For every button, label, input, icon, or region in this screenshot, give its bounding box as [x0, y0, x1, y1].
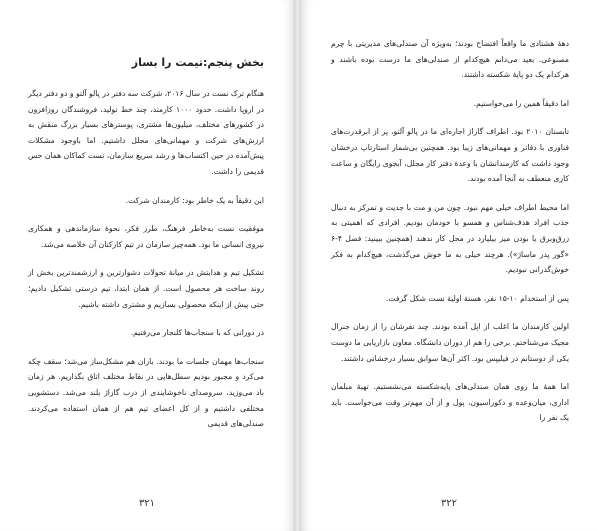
page-number: ۳۲۱ — [138, 498, 156, 509]
paragraph: پس از استخدام ۱۰-۱۵ نفر، هستهٔ اولیهٔ نست شکل گرفت. — [385, 293, 569, 303]
paragraph: تابستان ۲۰۱۰ بود. اطراف گاراژ اجاره‌ای ما در پالو آلتو، پر از ابرقدرت‌های فناوری با دفاتر و مهمانی‌های زیبا بود. همچنین بی‌شمار استارتاپ درخشان وجود داشت که کارمندانشان با وعدهٔ دفتر کار مجلل، آبجوی رایگان و ساعت کاری منعطف به آنجا آمده بودند. — [331, 127, 569, 184]
right-page — [301, 0, 597, 531]
page-number: ۳۲۲ — [440, 498, 458, 509]
paragraph: در دورانی که با سنجاب‌ها کلنجار می‌رفتیم. — [130, 328, 264, 338]
chapter-title: بخش پنجم:تیمت را بساز — [131, 56, 264, 69]
paragraph: موفقیت نست به‌خاطر فرهنگ، طرز فکر، نحوهٔ سازماندهی و همکاری نیروی انسانی ما بود. همه‌چیز سازمان در تیم کارکنان آن خلاصه می‌شد. — [28, 224, 264, 249]
paragraph: اولین کارمندان ما اغلب از اپل آمده بودند. چند نفرشان را از زمان جنرال مجیک می‌شناختم. برخی را هم از دوران دانشگاه. معاون بازاریابی ما دوست یکی از دوستانم در فیلیپس بود. اکثر آن‌ها سوابق بسیار درخشانی داشتند. — [331, 322, 569, 363]
paragraph: هنگام ترک نست در سال ۲۰۱۶، شرکت سه دفتر در پالو آلتو و دو دفتر دیگر در اروپا داشت. حدود ۱۰۰۰ کارمند، چند خط تولید، فروشندگان روزافزون در کشورهای مختلف، میلیون‌ها مشتری، پوسترهای بسیار بزرگ منقش به ارزش‌های شرکت و مهمانی‌های مجلل داشتیم. اما باوجود مشکلات پیش‌آمده در حین اکتساب‌ها و رشد سریع سازمان، نست کماکان همان حس قدیمی را داشت. — [28, 89, 265, 176]
paragraph: دههٔ هشتادی ما واقعاً افتضاح بودند؛ به‌ویژه آن صندلی‌های مدیریتی با چرم مصنوعی. بعید می‌دانم هیچ‌کدام از صندلی‌های ما درست بوده باشند و هرکدام یک دو پایهٔ شکسته داشتند. — [331, 39, 569, 80]
left-page — [0, 0, 294, 531]
right-page-body — [331, 36, 569, 439]
paragraph: تشکیل تیم و هدایتش در میانهٔ تحولات دشوارترین و ارزشمندترین بخش از روند ساخت هر محصول است. از همان ابتدا، تیم درستی تشکیل دادیم؛ حتی پیش از اینکه محصولی بسازیم و مشتری داشته باشیم. — [28, 268, 264, 309]
paragraph: اما دقیقاً همین را می‌خواستیم. — [473, 98, 569, 108]
paragraph: اما محیط اطراف خیلی مهم نبود. چون من و مت با جدیت و تمرکز به دنبال جذب افراد هدف‌شناس و همسو با خودمان بودیم. افرادی که اهمیتی به زرق‌وبرق یا بودن میز بیلیارد در محل کار ندهند (همچنین ببینید: فصل ۴-۶ «گور پدر ماساژ»). هرچند خیلی به ما خوش می‌گذشت، هیچ‌کدام به فکر خوش‌گذرانی نبودیم. — [331, 202, 569, 275]
paragraph: سنجاب‌ها مهمان جلسات ما بودند. باران هم مشکل‌ساز می‌شد؛ سقف چکه می‌کرد و مجبور بودیم سطل‌هایی در نقاط مختلف اتاق بگذاریم. هر زمان باد می‌وزید، سروصدای ناخوشایندی از درب گاراژ بلند می‌شد. دستشویی مختلفی داشتیم و از کل اعضای تیم هم از همان استفاده می‌کردند. صندلی‌های قدیمی — [28, 356, 264, 429]
paragraph: این دقیقاً به یک خاطر بود: کارمندان شرکت. — [125, 195, 264, 205]
paragraph: اما همهٔ ما روی همان صندلی‌های پایه‌شکسته می‌نشستیم. تهیهٔ مبلمان اداری، میان‌وعده و دکوراسیون، پول و از آن مهم‌تر وقت می‌خواست. باید یک نفر را — [331, 382, 569, 423]
left-page-body — [28, 86, 264, 445]
book-gutter — [294, 0, 301, 531]
